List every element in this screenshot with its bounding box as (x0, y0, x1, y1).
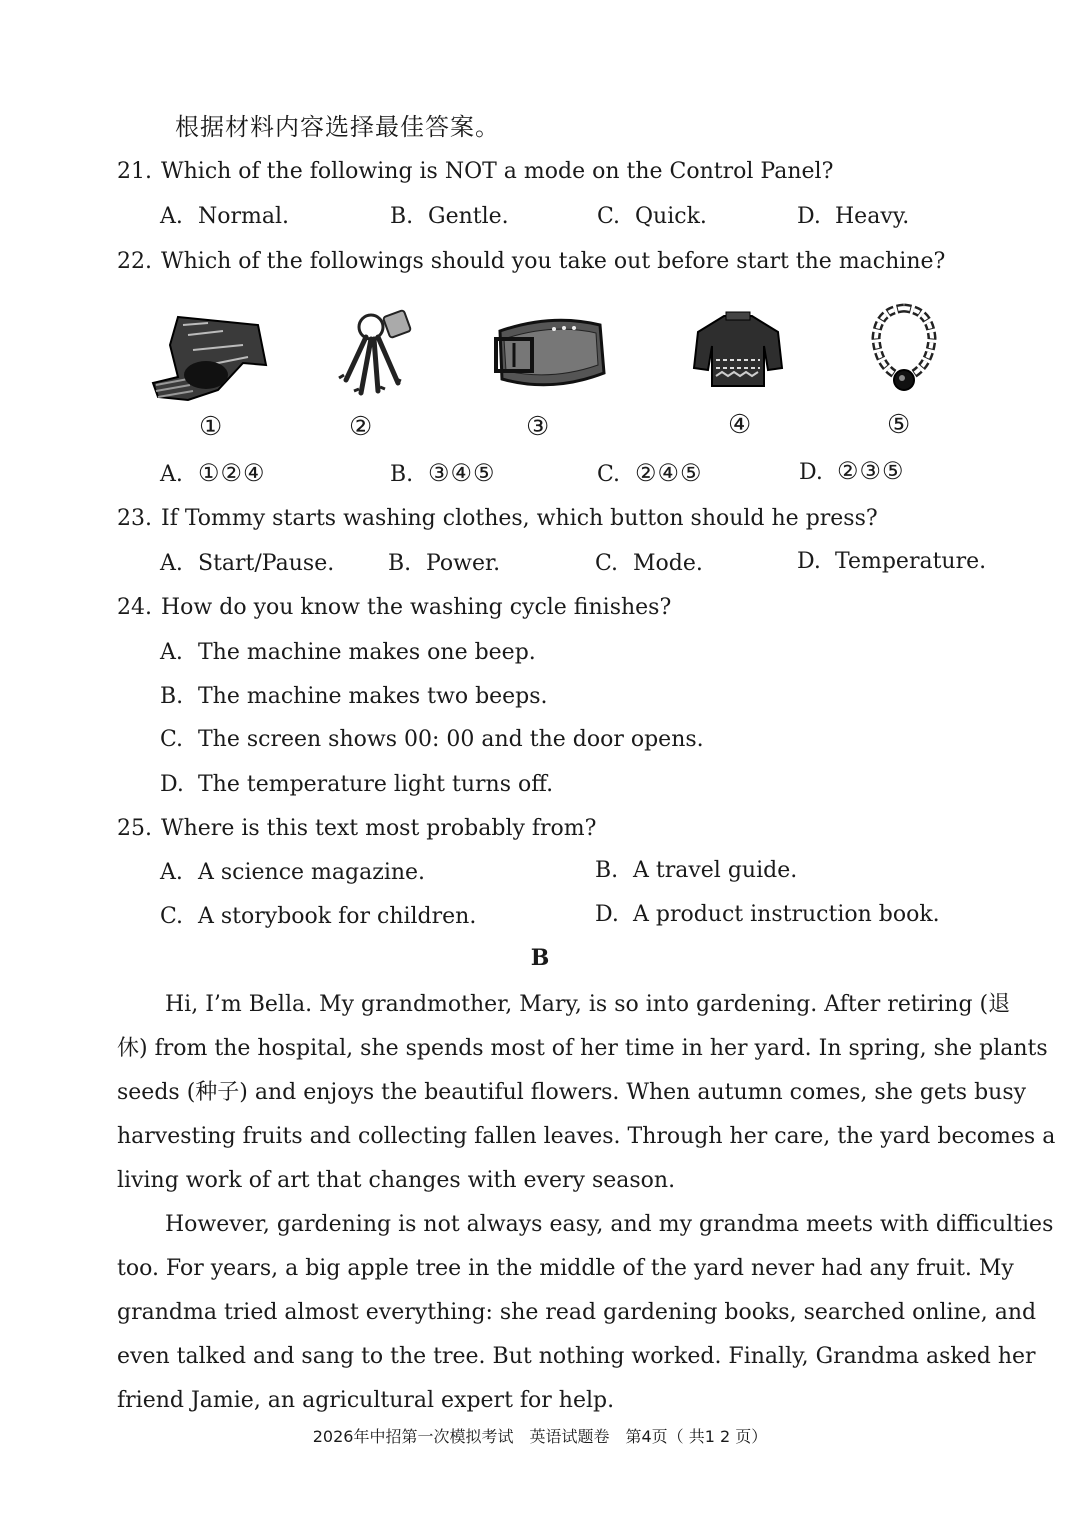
q23-option-b: B. Power. (388, 551, 501, 576)
picture-label-4: ④ (728, 410, 752, 440)
page-footer: 2026年中招第一次模拟考试 英语试题卷 第4页（ 共1 2 页） (312, 1427, 768, 1446)
q22-option-d: D. ②③⑤ (799, 457, 905, 485)
question-22 (117, 247, 945, 277)
q24-option-d: D. The temperature light turns off. (160, 772, 554, 797)
keys-picture (326, 305, 416, 400)
instruction: 根据材料内容选择最佳答案。 (175, 113, 500, 141)
q22-option-c: C. ②④⑤ (597, 459, 703, 487)
passage-line: However, gardening is not always easy, and my grandma meets with difficulties (165, 1212, 1054, 1237)
question-text: How do you know the washing cycle finishes? (161, 595, 672, 620)
q22-option-b: B. ③④⑤ (390, 459, 496, 487)
passage-line: Hi, I’m Bella. My grandmother, Mary, is so into gardening. After retiring (退 (165, 992, 1011, 1017)
question-text: Which of the following is NOT a mode on the Control Panel? (161, 159, 834, 184)
belt-picture (492, 313, 610, 395)
picture-label-1: ① (199, 412, 223, 442)
scarf-picture (148, 305, 270, 405)
passage-line: living work of art that changes with every season. (117, 1168, 676, 1193)
question-text: Which of the followings should you take out before start the machine? (161, 249, 946, 274)
question-number: 24. (117, 595, 152, 620)
q21-option-d: D. Heavy. (797, 204, 910, 229)
passage-line: harvesting fruits and collecting fallen leaves. Through her care, the yard becomes a (117, 1124, 1056, 1149)
q25-option-b: B. A travel guide. (595, 858, 798, 883)
q21-option-c: C. Quick. (597, 204, 707, 229)
picture-label-3: ③ (526, 412, 550, 442)
q23-option-a: A. Start/Pause. (160, 551, 335, 576)
question-24 (117, 593, 671, 623)
question-number: 25. (117, 816, 152, 841)
passage-line: seeds (种子) and enjoys the beautiful flowers. When autumn comes, she gets busy (117, 1080, 1027, 1105)
sweater-picture (692, 310, 784, 390)
q21-option-a: A. Normal. (160, 204, 290, 229)
q23-option-c: C. Mode. (595, 551, 703, 576)
passage-line: grandma tried almost everything: she read gardening books, searched online, and (117, 1300, 1037, 1325)
q22-option-a: A. ①②④ (160, 459, 266, 487)
question-text: If Tommy starts washing clothes, which button should he press? (161, 506, 878, 531)
passage-line: 休) from the hospital, she spends most of her time in her yard. In spring, she plants (117, 1036, 1048, 1061)
passage-paragraph-2 (117, 1203, 1054, 1423)
passage-line: too. For years, a big apple tree in the middle of the yard never had any fruit. My (117, 1256, 1014, 1281)
q23-option-d: D. Temperature. (797, 549, 987, 574)
question-23 (117, 504, 878, 534)
question-text: Where is this text most probably from? (161, 816, 597, 841)
q25-option-d: D. A product instruction book. (595, 902, 940, 927)
necklace-picture (868, 302, 940, 394)
q24-option-b: B. The machine makes two beeps. (160, 684, 548, 709)
q24-option-c: C. The screen shows 00: 00 and the door opens. (160, 727, 704, 752)
section-title: B (530, 945, 550, 971)
question-number: 22. (117, 249, 152, 274)
q25-option-c: C. A storybook for children. (160, 904, 477, 929)
passage-paragraph-1 (117, 983, 1056, 1203)
q21-option-b: B. Gentle. (390, 204, 509, 229)
picture-label-2: ② (349, 412, 373, 442)
picture-label-5: ⑤ (887, 410, 911, 440)
q25-option-a: A. A science magazine. (160, 860, 426, 885)
question-number: 21. (117, 159, 152, 184)
question-number: 23. (117, 506, 152, 531)
question-21 (117, 157, 833, 187)
passage-line: even talked and sang to the tree. But nothing worked. Finally, Grandma asked her (117, 1344, 1036, 1369)
passage-line: friend Jamie, an agricultural expert for help. (117, 1388, 615, 1413)
q24-option-a: A. The machine makes one beep. (160, 640, 536, 665)
question-25 (117, 814, 596, 844)
